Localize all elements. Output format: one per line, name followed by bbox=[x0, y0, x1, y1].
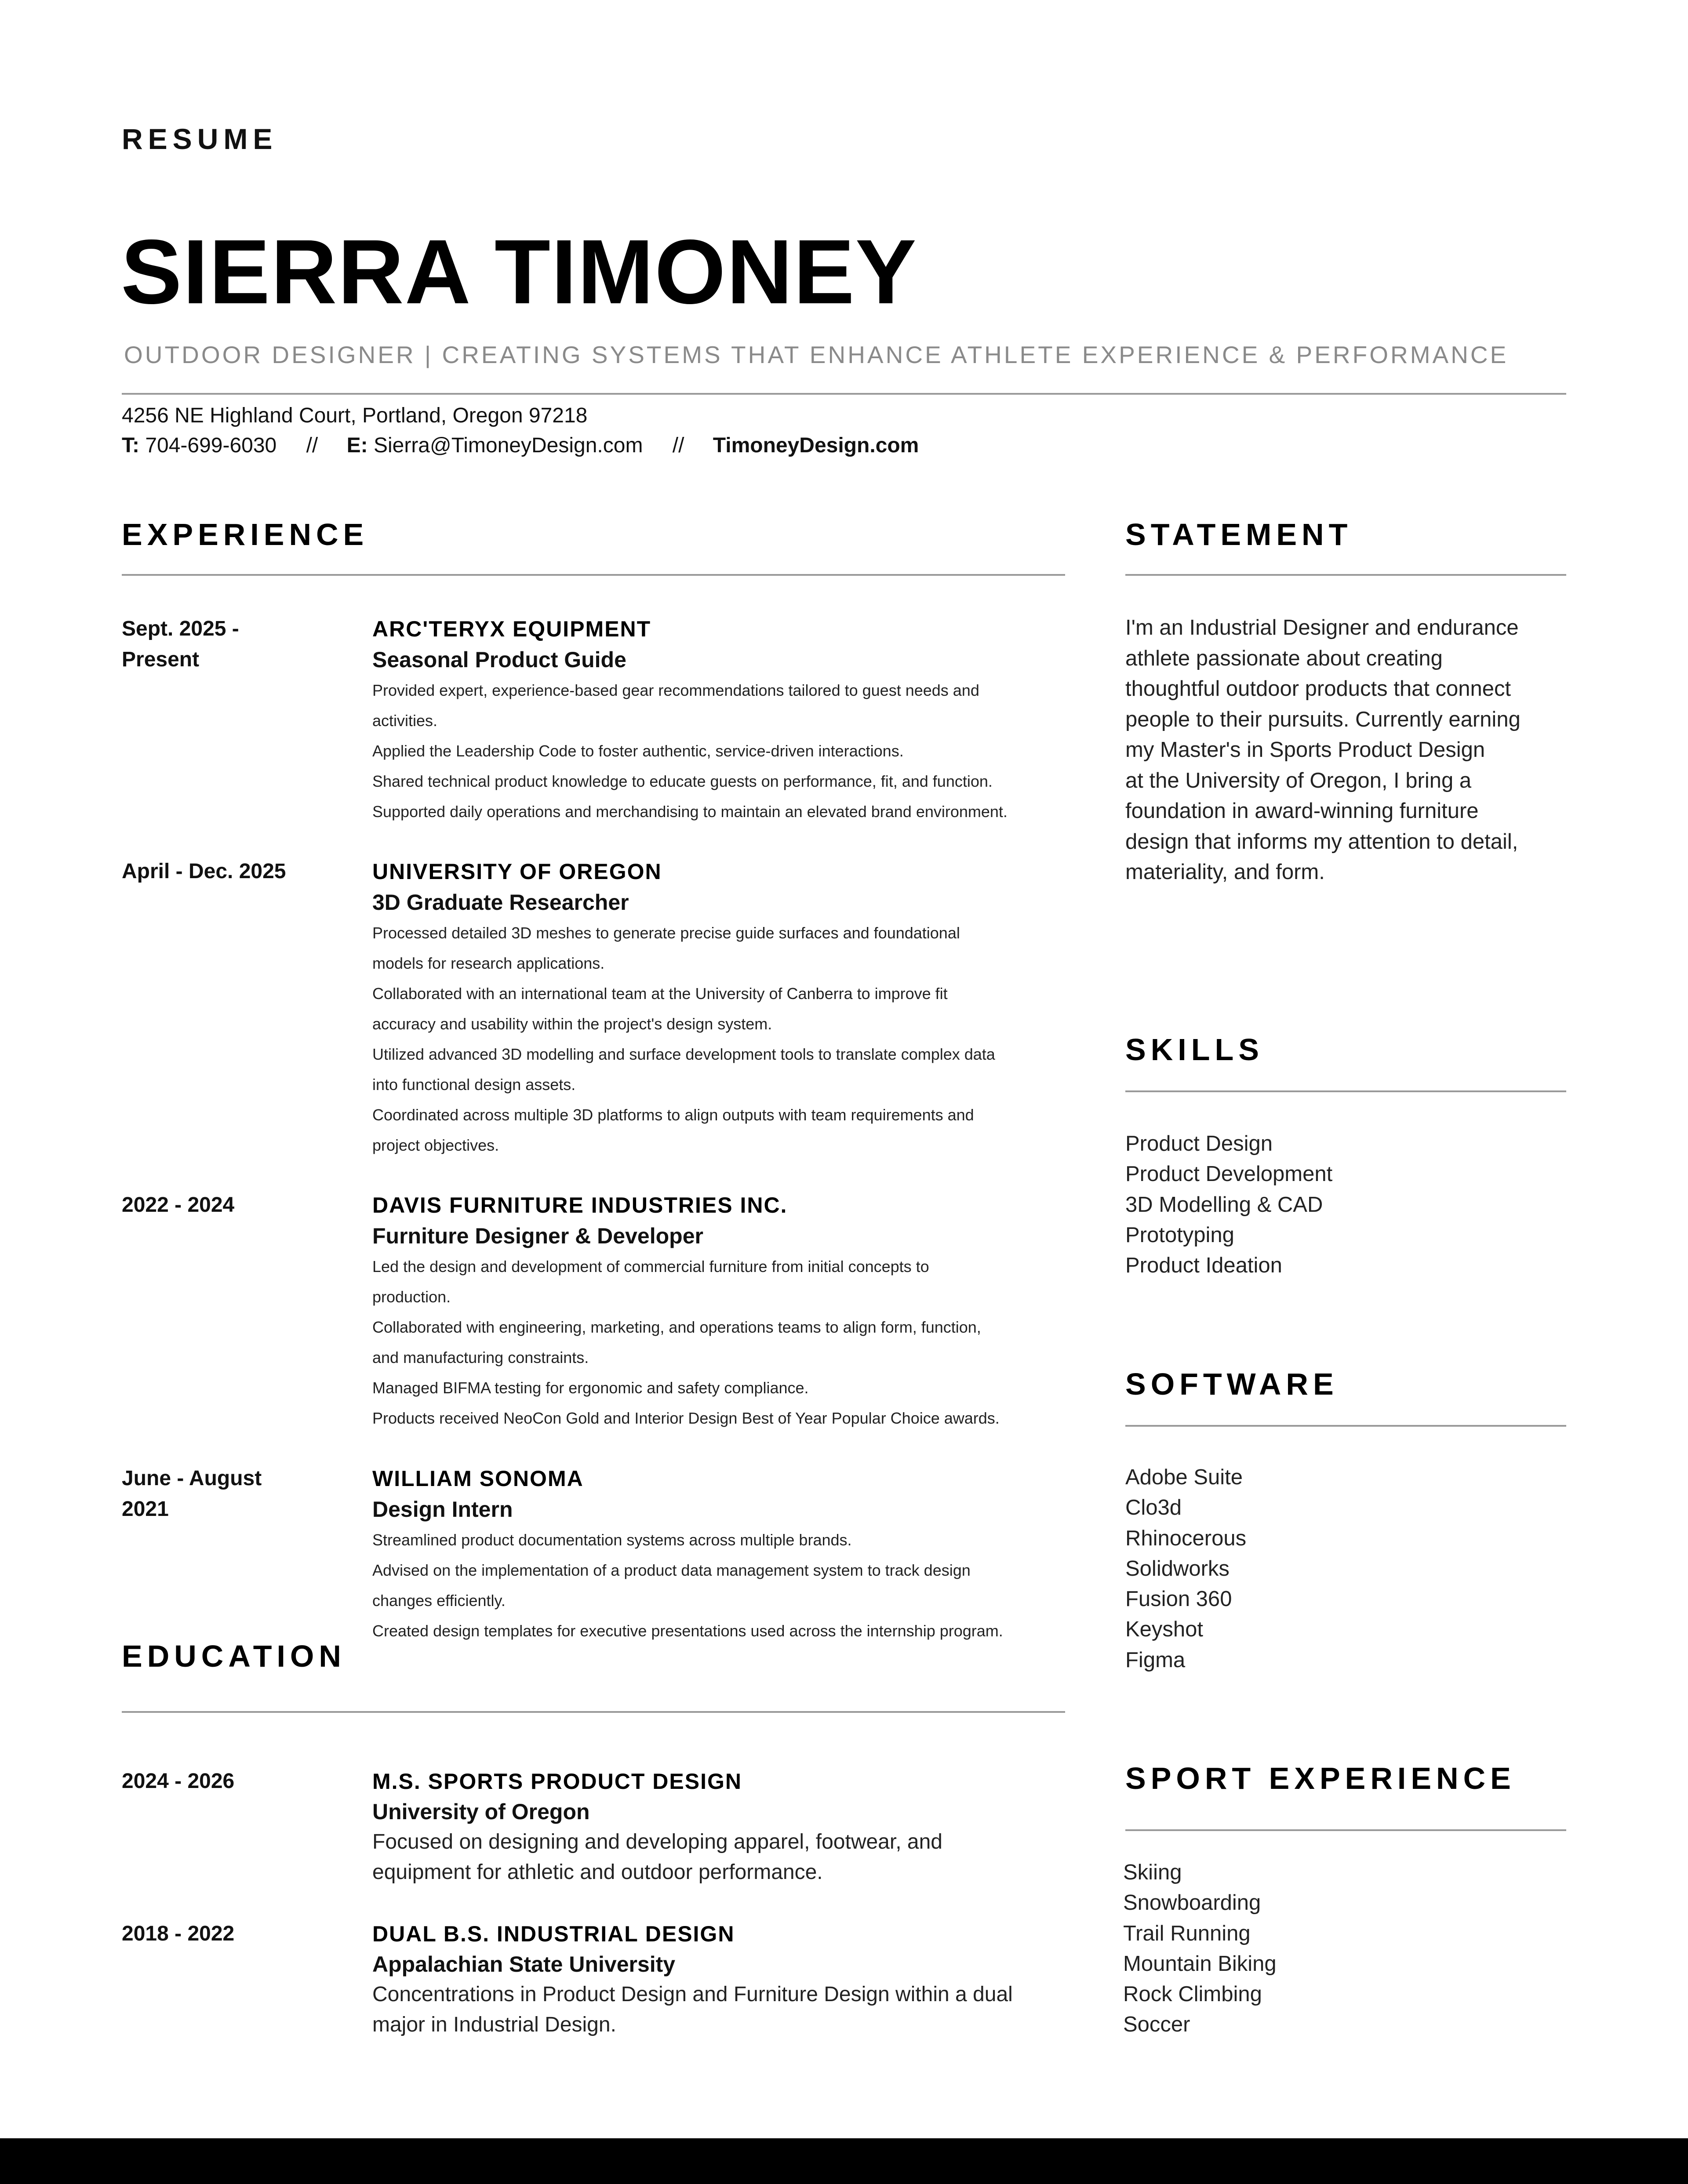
software-item: Fusion 360 bbox=[1125, 1587, 1232, 1611]
skill-item: Product Development bbox=[1125, 1162, 1333, 1186]
software-divider bbox=[1125, 1425, 1566, 1427]
job-description-line: models for research applications. bbox=[372, 954, 605, 972]
job-description-line: Led the design and development of commercial furniture from initial concepts to bbox=[372, 1257, 929, 1276]
sport-experience-divider bbox=[1125, 1829, 1566, 1831]
education-school: Appalachian State University bbox=[372, 1952, 676, 1977]
statement-divider bbox=[1125, 574, 1566, 576]
job-description-line: activities. bbox=[372, 712, 438, 730]
email-label: E: bbox=[346, 434, 368, 457]
software-list bbox=[1125, 1462, 1246, 1675]
statement-line: people to their pursuits. Currently earning bbox=[1125, 707, 1521, 731]
job-date: April - Dec. 2025 bbox=[122, 860, 286, 883]
job-description-line: Collaborated with an international team at the University of Canberra to improve fit bbox=[372, 985, 948, 1003]
contact-separator: // bbox=[306, 434, 318, 457]
job-description-line: Processed detailed 3D meshes to generate precise guide surfaces and foundational bbox=[372, 924, 960, 942]
job-date: June - August 2021 bbox=[122, 1467, 262, 1521]
job-description-line: into functional design assets. bbox=[372, 1076, 576, 1094]
software-item: Clo3d bbox=[1125, 1496, 1182, 1520]
candidate-name: SIERRA TIMONEY bbox=[121, 221, 917, 323]
statement-line: I'm an Industrial Designer and endurance bbox=[1125, 616, 1519, 640]
skill-item: 3D Modelling & CAD bbox=[1125, 1192, 1323, 1217]
skill-item: Prototyping bbox=[1125, 1223, 1234, 1247]
education-degree: M.S. SPORTS PRODUCT DESIGN bbox=[372, 1769, 742, 1794]
job-description-line: accuracy and usability within the project's design system. bbox=[372, 1015, 772, 1033]
skill-item: Product Design bbox=[1125, 1132, 1273, 1156]
education-description-line: Focused on designing and developing apparel, footwear, and bbox=[372, 1830, 942, 1853]
contact-line bbox=[122, 433, 919, 458]
job-description bbox=[372, 675, 1234, 827]
skills-heading: SKILLS bbox=[1125, 1032, 1264, 1067]
education-description-line: major in Industrial Design. bbox=[372, 2013, 616, 2036]
job-role: Design Intern bbox=[372, 1497, 513, 1522]
statement-line: my Master's in Sports Product Design bbox=[1125, 738, 1485, 762]
job-description-line: Managed BIFMA testing for ergonomic and safety compliance. bbox=[372, 1379, 809, 1397]
education-description-line: Concentrations in Product Design and Furniture Design within a dual bbox=[372, 1983, 1013, 2006]
job-description bbox=[372, 918, 1234, 1160]
job-description-line: Created design templates for executive presentations used across the internship program. bbox=[372, 1622, 1003, 1640]
job-company: WILLIAM SONOMA bbox=[372, 1466, 584, 1491]
statement-line: design that informs my attention to detail, bbox=[1125, 829, 1518, 854]
header-divider bbox=[122, 393, 1566, 395]
skill-item: Product Ideation bbox=[1125, 1254, 1282, 1278]
job-description-line: Streamlined product documentation systems across multiple brands. bbox=[372, 1531, 852, 1549]
software-item: Figma bbox=[1125, 1648, 1186, 1672]
job-role: Furniture Designer & Developer bbox=[372, 1224, 703, 1248]
job-role: Seasonal Product Guide bbox=[372, 647, 626, 672]
address: 4256 NE Highland Court, Portland, Oregon 97218 bbox=[122, 404, 588, 427]
statement-text bbox=[1125, 613, 1578, 888]
software-item: Adobe Suite bbox=[1125, 1465, 1243, 1489]
education-heading: EDUCATION bbox=[122, 1639, 346, 1673]
email-link[interactable]: Sierra@TimoneyDesign.com bbox=[373, 434, 643, 457]
software-item: Keyshot bbox=[1125, 1617, 1204, 1642]
job-role: 3D Graduate Researcher bbox=[372, 890, 629, 915]
job-description-line: production. bbox=[372, 1288, 451, 1306]
phone-number[interactable]: 704-699-6030 bbox=[145, 434, 277, 457]
job-company: UNIVERSITY OF OREGON bbox=[372, 859, 662, 884]
contact-separator: // bbox=[672, 434, 684, 457]
job-description-line: Collaborated with engineering, marketing, and operations teams to align form, function, bbox=[372, 1318, 981, 1336]
job-description-line: Products received NeoCon Gold and Interior Design Best of Year Popular Choice awards. bbox=[372, 1409, 1000, 1427]
website-link[interactable]: TimoneyDesign.com bbox=[713, 434, 919, 457]
skills-list bbox=[1125, 1129, 1332, 1281]
job-date: Sept. 2025 - Present bbox=[122, 617, 239, 671]
statement-heading: STATEMENT bbox=[1125, 517, 1353, 552]
job-description bbox=[372, 1525, 1234, 1646]
job-description-line: Advised on the implementation of a product data management system to track design bbox=[372, 1561, 971, 1579]
experience-divider bbox=[122, 574, 1065, 576]
education-description-line: equipment for athletic and outdoor performance. bbox=[372, 1861, 823, 1884]
statement-line: materiality, and form. bbox=[1125, 860, 1325, 884]
experience-heading: EXPERIENCE bbox=[122, 517, 369, 552]
education-date: 2024 - 2026 bbox=[122, 1770, 235, 1793]
statement-line: thoughtful outdoor products that connect bbox=[1125, 677, 1511, 701]
job-description-line: Applied the Leadership Code to foster authentic, service-driven interactions. bbox=[372, 742, 904, 760]
software-item: Rhinocerous bbox=[1125, 1526, 1247, 1550]
sport-item: Trail Running bbox=[1123, 1921, 1251, 1945]
education-description bbox=[372, 1827, 1234, 1887]
job-description-line: Shared technical product knowledge to educate guests on performance, fit, and function. bbox=[372, 772, 993, 790]
statement-line: foundation in award-winning furniture bbox=[1125, 799, 1479, 823]
sport-item: Soccer bbox=[1123, 2013, 1190, 2037]
skills-divider bbox=[1125, 1090, 1566, 1092]
sport-experience-heading: SPORT EXPERIENCE bbox=[1125, 1761, 1516, 1795]
job-description-line: Utilized advanced 3D modelling and surface development tools to translate complex data bbox=[372, 1045, 995, 1063]
education-date: 2018 - 2022 bbox=[122, 1922, 235, 1945]
resume-label: RESUME bbox=[122, 123, 278, 155]
education-description bbox=[372, 1979, 1234, 2040]
job-description-line: Supported daily operations and merchandising to maintain an elevated brand environment. bbox=[372, 803, 1008, 821]
job-description-line: Provided expert, experience-based gear recommendations tailored to guest needs and bbox=[372, 681, 979, 699]
job-description-line: changes efficiently. bbox=[372, 1592, 506, 1610]
statement-line: at the University of Oregon, I bring a bbox=[1125, 768, 1472, 792]
job-date: 2022 - 2024 bbox=[122, 1193, 235, 1217]
sport-experience-list bbox=[1123, 1857, 1277, 2040]
job-description-line: and manufacturing constraints. bbox=[372, 1348, 589, 1366]
sport-item: Skiing bbox=[1123, 1861, 1182, 1884]
job-description bbox=[372, 1251, 1234, 1433]
job-description-line: Coordinated across multiple 3D platforms to align outputs with team requirements and bbox=[372, 1106, 974, 1124]
phone-label: T: bbox=[122, 434, 139, 457]
job-company: ARC'TERYX EQUIPMENT bbox=[372, 617, 651, 641]
education-school: University of Oregon bbox=[372, 1799, 590, 1824]
education-divider bbox=[122, 1711, 1065, 1713]
job-description-line: project objectives. bbox=[372, 1136, 499, 1154]
software-heading: SOFTWARE bbox=[1125, 1367, 1339, 1401]
education-degree: DUAL B.S. INDUSTRIAL DESIGN bbox=[372, 1922, 735, 1946]
statement-line: athlete passionate about creating bbox=[1125, 646, 1443, 670]
software-item: Solidworks bbox=[1125, 1556, 1230, 1581]
sport-item: Snowboarding bbox=[1123, 1891, 1261, 1915]
tagline: OUTDOOR DESIGNER | CREATING SYSTEMS THAT ENHANCE ATHLETE EXPERIENCE & PERFORMANCE bbox=[124, 341, 1509, 368]
sport-item: Mountain Biking bbox=[1123, 1951, 1277, 1976]
sport-item: Rock Climbing bbox=[1123, 1982, 1262, 2006]
footer-bar bbox=[0, 2138, 1688, 2184]
job-company: DAVIS FURNITURE INDUSTRIES INC. bbox=[372, 1193, 788, 1217]
